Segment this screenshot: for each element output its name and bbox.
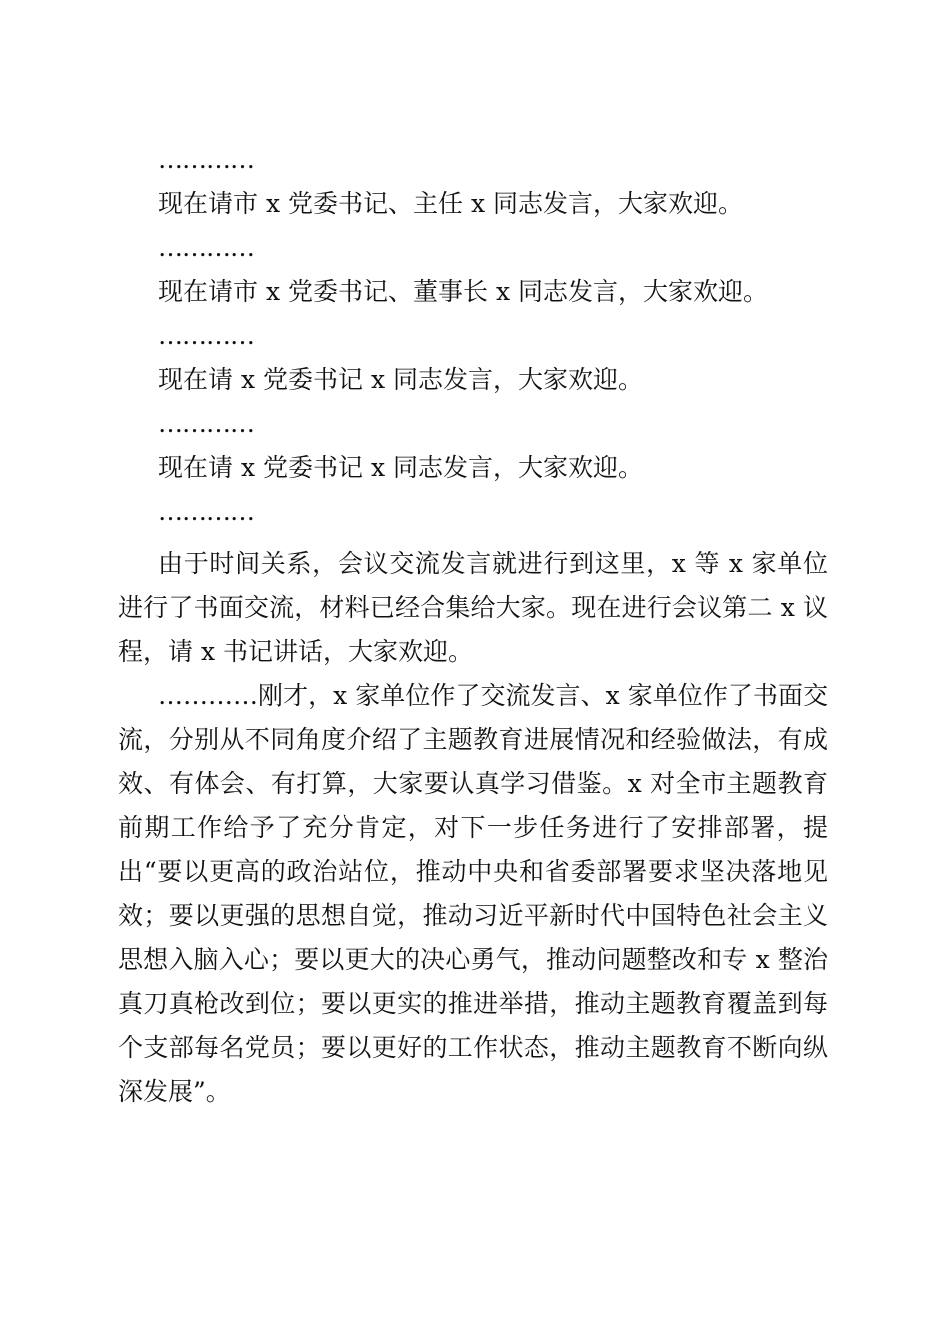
summary-paragraph: …………刚才，x 家单位作了交流发言、x 家单位作了书面交流，分别从不同角度介绍了主题教育进展情况和经验做法，有成效、有体会、有打算，大家要认真学习借鉴。x 对全市主题教育前期工作给予了充分肯定，对下一步任务进行了安排部署，提出“要以更高的政治站位，推动中央和省委部署要求坚决落地见效；要以更强的思想自觉，推动习近平新时代中国特色社会主义思想入脑入心；要以更大的决心勇气，推动问题整改和专 x 整治真刀真枪改到位；要以更实的推进举措，推动主题教育覆盖到每个支部每名党员；要以更好的工作状态，推动主题教育不断向纵深发展”。 bbox=[118, 681, 828, 1106]
ellipsis-line: ………… bbox=[158, 233, 254, 262]
document-page bbox=[118, 138, 828, 1114]
speaker-invite-line: 现在请 x 党委书记 x 同志发言，大家欢迎。 bbox=[158, 453, 643, 482]
ellipsis-line: ………… bbox=[158, 497, 254, 526]
speaker-invite-line: 现在请 x 党委书记 x 同志发言，大家欢迎。 bbox=[158, 365, 643, 394]
ellipsis-line: ………… bbox=[158, 409, 254, 438]
spacer bbox=[118, 534, 828, 542]
speaker-invite-line: 现在请市 x 党委书记、主任 x 同志发言，大家欢迎。 bbox=[158, 189, 743, 218]
transition-paragraph: 由于时间关系，会议交流发言就进行到这里，x 等 x 家单位进行了书面交流，材料已经合集给大家。现在进行会议第二 x 议程，请 x 书记讲话，大家欢迎。 bbox=[118, 549, 828, 666]
ellipsis-line: ………… bbox=[158, 145, 254, 174]
speaker-invite-line: 现在请市 x 党委书记、董事长 x 同志发言，大家欢迎。 bbox=[158, 277, 768, 306]
ellipsis-line: ………… bbox=[158, 321, 254, 350]
